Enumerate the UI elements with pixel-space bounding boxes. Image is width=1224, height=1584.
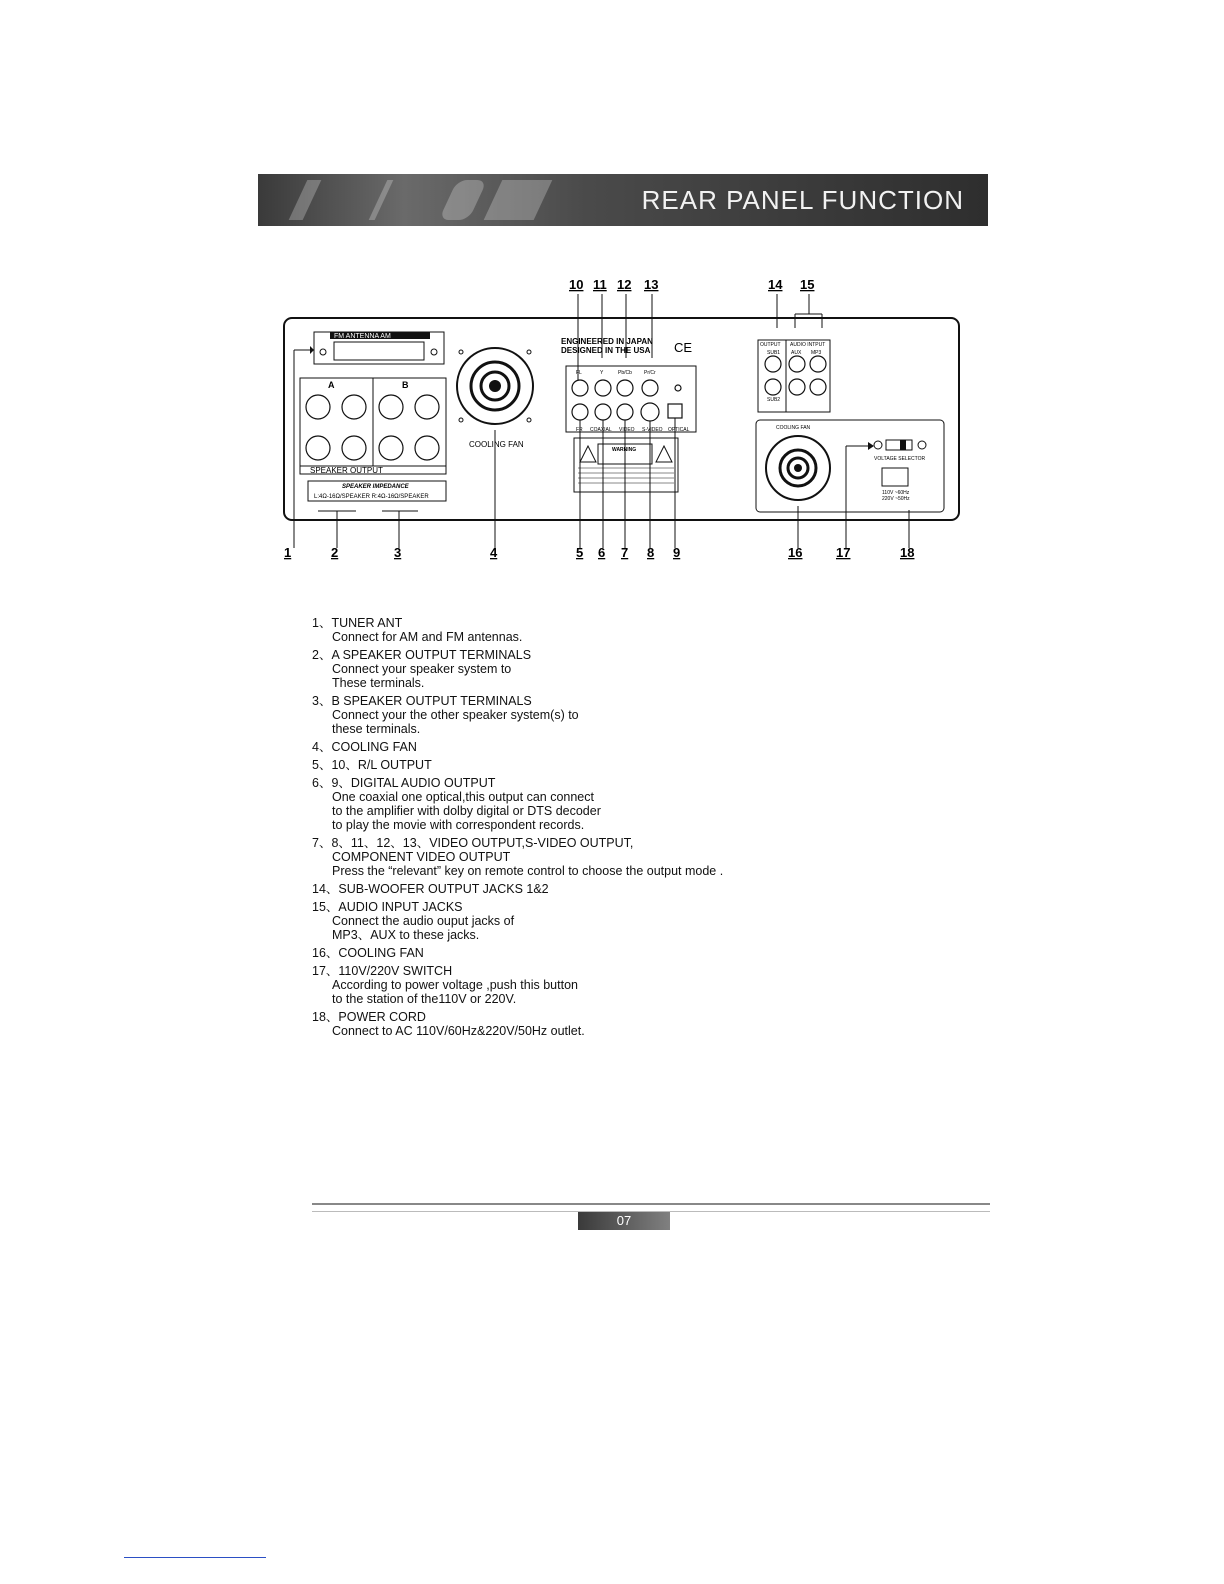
callout-4: 4 <box>490 545 498 560</box>
decorative-swoosh <box>484 180 553 220</box>
label-pb: Pb/Cb <box>618 370 632 376</box>
power-block <box>756 420 944 512</box>
callout-18: 18 <box>900 545 915 560</box>
description-line: to the station of the110V or 220V. <box>332 992 517 1006</box>
description-heading: 16、COOLING FAN <box>312 946 424 960</box>
label-optical: OPTICAL <box>668 427 690 433</box>
description-item <box>312 776 952 832</box>
label-coaxial: COAXIAL <box>590 427 612 433</box>
callout-5: 5 <box>576 545 584 560</box>
description-heading: 7、8、11、12、13、VIDEO OUTPUT,S-VIDEO OUTPUT, <box>312 836 634 850</box>
description-line: Connect your speaker system to <box>332 662 512 676</box>
description-line: MP3、AUX to these jacks. <box>332 928 480 942</box>
voltage-switch <box>886 440 912 450</box>
bottom-divider-line <box>124 1557 266 1558</box>
callout-11: 11 <box>593 277 607 292</box>
description-heading: 18、POWER CORD <box>312 1010 426 1024</box>
speaker-output-label: SPEAKER OUTPUT <box>310 466 383 475</box>
description-heading: 4、COOLING FAN <box>312 740 417 754</box>
rear-panel-svg <box>270 270 970 570</box>
description-line: COMPONENT VIDEO OUTPUT <box>332 850 511 864</box>
antenna-label: FM ANTENNA AM <box>334 333 391 340</box>
callout-13: 13 <box>644 277 659 292</box>
description-line: to the amplifier with dolby digital or DTS decoder <box>332 804 601 818</box>
description-line: According to power voltage ,push this button <box>332 978 578 992</box>
callout-10: 10 <box>569 277 584 292</box>
callout-17: 17 <box>836 545 851 560</box>
power-rating-110: 110V ~60Hz <box>882 490 910 496</box>
callout-12: 12 <box>617 277 632 292</box>
voltage-selector-label: VOLTAGE SELECTOR <box>874 456 926 462</box>
description-item <box>312 882 952 896</box>
description-line: Connect to AC 110V/60Hz&220V/50Hz outlet. <box>332 1024 585 1038</box>
description-item <box>312 740 952 754</box>
description-item <box>312 616 952 644</box>
description-item <box>312 900 952 942</box>
decorative-swoosh <box>289 180 322 220</box>
callout-9: 9 <box>673 545 681 560</box>
description-item <box>312 694 952 736</box>
impedance-title: SPEAKER IMPEDANCE <box>342 484 409 490</box>
callout-15: 15 <box>800 277 815 292</box>
sub1-label: SUB1 <box>767 350 781 356</box>
description-line: Connect for AM and FM antennas. <box>332 630 523 644</box>
callout-8: 8 <box>647 545 655 560</box>
description-line: One coaxial one optical,this output can connect <box>332 790 594 804</box>
speaker-a-label: A <box>328 380 335 390</box>
aux-label: AUX <box>791 350 802 356</box>
description-line: Connect the audio ouput jacks of <box>332 914 515 928</box>
header-banner <box>258 174 988 226</box>
description-item <box>312 964 952 1006</box>
callout-2: 2 <box>331 545 339 560</box>
rear-panel-diagram <box>270 270 970 570</box>
callout-1: 1 <box>284 545 292 560</box>
label-fl: FL <box>576 370 582 376</box>
description-heading: 15、AUDIO INPUT JACKS <box>312 900 463 914</box>
callout-3: 3 <box>394 545 402 560</box>
function-descriptions <box>312 616 952 1042</box>
sub2-label: SUB2 <box>767 397 781 403</box>
cooling-fan-1-label: COOLING FAN <box>469 440 524 449</box>
warning-title: WARNING <box>612 447 637 453</box>
description-line: Press the “relevant” key on remote control to choose the output mode . <box>332 864 724 878</box>
designed-text: DESIGNED IN THE USA <box>561 346 651 355</box>
description-heading: 14、SUB-WOOFER OUTPUT JACKS 1&2 <box>312 882 549 896</box>
label-video: VIDEO <box>619 427 635 433</box>
impedance-values: L:4Ω-16Ω/SPEAKER R:4Ω-16Ω/SPEAKER <box>314 494 429 500</box>
description-item <box>312 1010 952 1038</box>
decorative-swoosh <box>369 180 394 220</box>
description-line: These terminals. <box>332 676 425 690</box>
callout-14: 14 <box>768 277 783 292</box>
description-line: to play the movie with correspondent records. <box>332 818 585 832</box>
description-heading: 5、10、R/L OUTPUT <box>312 758 432 772</box>
audio-input-label: AUDIO INTPUT <box>790 342 826 348</box>
label-y: Y <box>600 370 604 376</box>
description-heading: 3、B SPEAKER OUTPUT TERMINALS <box>312 694 532 708</box>
callout-6: 6 <box>598 545 606 560</box>
description-heading: 1、TUNER ANT <box>312 616 403 630</box>
page-number: 07 <box>578 1212 670 1230</box>
description-item <box>312 946 952 960</box>
speaker-b-label: B <box>402 380 409 390</box>
description-item <box>312 836 952 878</box>
mp3-label: MP3 <box>811 350 822 356</box>
audio-output-label: OUTPUT <box>760 342 781 348</box>
description-heading: 17、110V/220V SWITCH <box>312 964 453 978</box>
power-rating-220: 220V ~50Hz <box>882 496 910 502</box>
cooling-fan-2-label: COOLING FAN <box>776 425 811 431</box>
label-fr: FR <box>576 427 583 433</box>
description-heading: 2、A SPEAKER OUTPUT TERMINALS <box>312 648 532 662</box>
description-item <box>312 648 952 690</box>
decorative-swoosh <box>439 180 488 220</box>
label-pr: Pr/Cr <box>644 370 656 376</box>
callout-7: 7 <box>621 545 629 560</box>
description-item <box>312 758 952 772</box>
ce-mark: CE <box>674 340 693 355</box>
engineered-text: ENGINEERED IN JAPAN <box>561 337 653 346</box>
description-heading: 6、9、DIGITAL AUDIO OUTPUT <box>312 776 496 790</box>
callout-16: 16 <box>788 545 803 560</box>
label-svideo: S-VIDEO <box>642 427 663 433</box>
page-title: REAR PANEL FUNCTION <box>641 185 964 215</box>
description-line: these terminals. <box>332 722 421 736</box>
description-line: Connect your the other speaker system(s) to <box>332 708 579 722</box>
footer-rule <box>312 1203 990 1212</box>
power-inlet <box>882 468 908 486</box>
